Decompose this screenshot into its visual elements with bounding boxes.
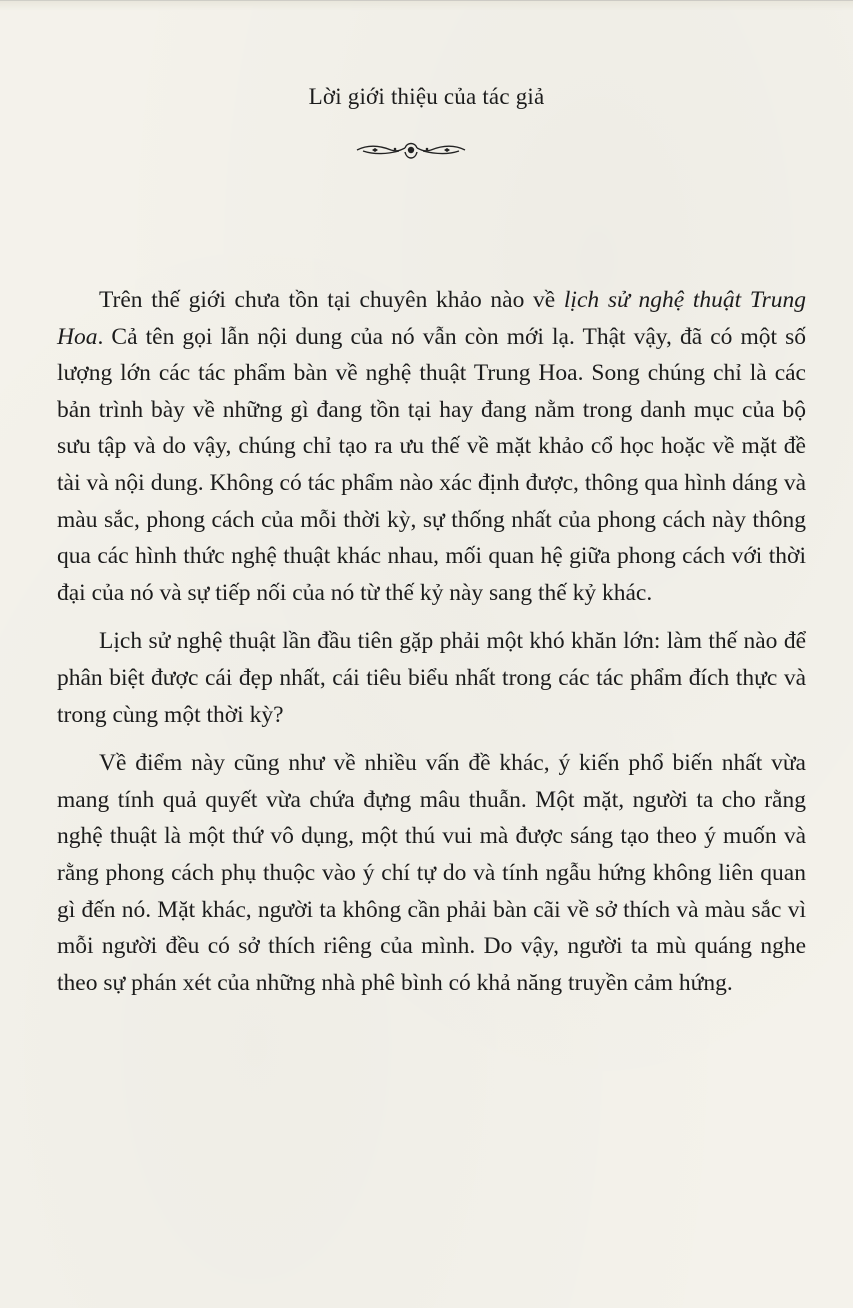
- page-top-edge: [0, 0, 853, 11]
- paragraph-1: [57, 282, 806, 611]
- paragraph-3: Về điểm này cũng như về nhiều vấn đề khác, ý kiến phổ biến nhất vừa mang tính quả quyết vừa chứa đựng mâu thuẫn. Một mặt, người ta cho rằng nghệ thuật là một thứ vô dụng, một thú vui mà được sáng tạo theo ý muốn và rằng phong cách phụ thuộc vào ý chí tự do và tính ngẫu hứng không liên quan gì đến nó. Mặt khác, người ta không cần phải bàn cãi về sở thích và màu sắc vì mỗi người đều có sở thích riêng của mình. Do vậy, người ta mù quáng nghe theo sự phán xét của những nhà phê bình có khả năng truyền cảm hứng.: [57, 750, 806, 996]
- decorative-divider-icon: [355, 138, 467, 164]
- page-title: Lời giới thiệu của tác giả: [308, 84, 545, 109]
- paragraph-1-after: . Cả tên gọi lẫn nội dung của nó vẫn còn mới lạ. Thật vậy, đã có một số lượng lớn các tác phẩm bàn về nghệ thuật Trung Hoa. Song chúng chỉ là các bản trình bày về những gì đang tồn tại hay đang nằm trong danh mục của bộ sưu tập và do vậy, chúng chỉ tạo ra ưu thế về mặt khảo cổ học hoặc về mặt đề tài và nội dung. Không có tác phẩm nào xác định được, thông qua hình dáng và màu sắc, phong cách của mỗi thời kỳ, sự thống nhất của phong cách này thông qua các hình thức nghệ thuật khác nhau, mối quan hệ giữa phong cách với thời đại của nó và sự tiếp nối của nó từ thế kỷ này sang thế kỷ khác.: [57, 323, 806, 606]
- paragraph-1-before: Trên thế giới chưa tồn tại chuyên khảo nào về: [99, 287, 564, 313]
- body-text: [57, 282, 806, 1013]
- paragraph-1-italic: lịch sử nghệ thuật Trung Hoa: [57, 287, 807, 350]
- paragraph-2: Lịch sử nghệ thuật lần đầu tiên gặp phải một khó khăn lớn: làm thế nào để phân biệt được cái đẹp nhất, cái tiêu biểu nhất trong các tác phẩm đích thực và trong cùng một thời kỳ?: [57, 628, 806, 728]
